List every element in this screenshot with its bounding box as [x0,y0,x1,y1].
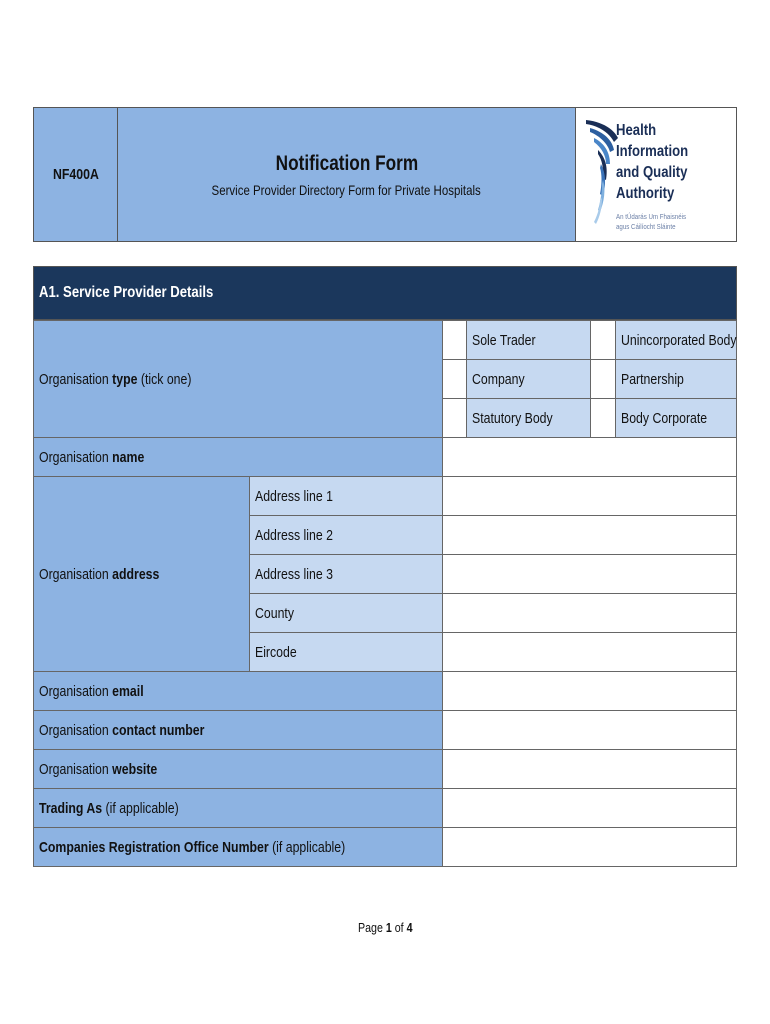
page-footer [0,920,770,935]
county-label: County [249,593,443,633]
eircode-label: Eircode [249,632,443,672]
checkbox-partnership[interactable] [590,359,616,399]
form-title: Notification Form [275,151,418,175]
hiqa-logo-text: Health Information and Quality Authority [616,122,689,202]
org-type-label: Organisation type (tick one) [33,320,443,438]
address-line-1-label: Address line 1 [249,476,443,516]
option-statutory-body: Statutory Body [466,398,591,438]
cro-number-field[interactable] [442,827,737,867]
address-line-2-label: Address line 2 [249,515,443,555]
hiqa-logo-mark-icon [584,116,620,234]
address-line-1-field[interactable] [442,476,737,516]
hiqa-logo [576,108,736,241]
option-unincorporated-body: Unincorporated Body [615,320,737,360]
form-header [33,107,737,242]
option-sole-trader: Sole Trader [466,320,591,360]
section-heading: A1. Service Provider Details [33,266,737,320]
org-contact-field[interactable] [442,710,737,750]
org-name-label: Organisation name [33,437,443,477]
form-code: NF400A [52,166,99,183]
address-line-2-field[interactable] [442,515,737,555]
checkbox-company[interactable] [442,359,467,399]
org-website-label: Organisation website [33,749,443,789]
county-field[interactable] [442,593,737,633]
org-address-label: Organisation address [33,476,250,672]
org-contact-label: Organisation contact number [33,710,443,750]
option-company: Company [466,359,591,399]
checkbox-sole-trader[interactable] [442,320,467,360]
page-number: Page 1 of 4 [357,920,413,935]
checkbox-unincorporated-body[interactable] [590,320,616,360]
eircode-field[interactable] [442,632,737,672]
org-email-label: Organisation email [33,671,443,711]
org-email-field[interactable] [442,671,737,711]
checkbox-statutory-body[interactable] [442,398,467,438]
cro-number-label: Companies Registration Office Number (if applicable) [33,827,443,867]
org-name-field[interactable] [442,437,737,477]
address-line-3-field[interactable] [442,554,737,594]
trading-as-field[interactable] [442,788,737,828]
form-title-cell [118,108,576,241]
org-website-field[interactable] [442,749,737,789]
option-body-corporate: Body Corporate [615,398,737,438]
address-line-3-label: Address line 3 [249,554,443,594]
form-code-cell [34,108,118,241]
trading-as-label: Trading As (if applicable) [33,788,443,828]
option-partnership: Partnership [615,359,737,399]
checkbox-body-corporate[interactable] [590,398,616,438]
hiqa-logo-irish-text: An tÚdarás Um Fhaisnéis agus Cáilíocht Sláinte [616,212,687,231]
form-subtitle: Service Provider Directory Form for Private Hospitals [211,181,482,198]
